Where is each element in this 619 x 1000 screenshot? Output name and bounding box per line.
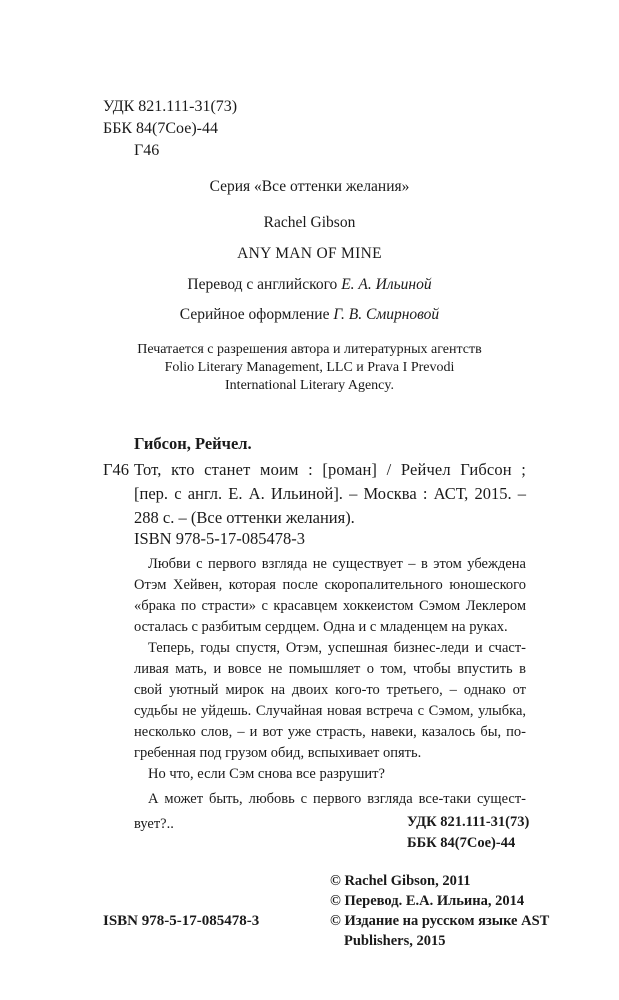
annotation-line: свой уютный мирок на двоих кого-то третьего, – однако от — [134, 682, 526, 698]
annotation-line: гребенная под грузом обид, вспыхивает опять. — [134, 745, 422, 761]
permission-line: International Literary Agency. — [225, 378, 394, 393]
author-heading: Гибсон, Рейчел. — [134, 434, 252, 453]
annotation-paragraph — [134, 554, 526, 575]
footer-bbk: ББК 84(7Сое)-44 — [407, 835, 516, 851]
footer-udk: УДК 821.111-31(73) — [407, 814, 530, 830]
annotation-paragraph — [134, 764, 526, 785]
translation-line — [0, 276, 619, 294]
annotation-line: вует?.. — [134, 816, 174, 832]
annotation-line: несколько слов, – и вот уже страсть, навеки, казалось бы, по- — [134, 724, 526, 740]
biblio-line: 288 с. – (Все оттенки желания). — [134, 508, 355, 527]
copyright-line: © Rachel Gibson, 2011 — [330, 873, 471, 889]
annotation-line: А может быть, любовь с первого взгляда все-таки сущест- — [148, 791, 526, 807]
translator-name: Е. А. Ильиной — [341, 276, 432, 293]
annotation-paragraph — [134, 659, 526, 764]
annotation-line: Отэм Хейвен, которая после скоропалительного юношеского — [134, 577, 526, 593]
annotation — [134, 554, 526, 835]
biblio-description — [134, 458, 526, 530]
author-mark: Г46 — [134, 142, 160, 159]
design-line — [0, 306, 619, 324]
annotation-line: Любви с первого взгляда не существует – в этом убеждена — [148, 556, 526, 572]
annotation-paragraph — [134, 789, 526, 810]
annotation-line: судьбы не уйдешь. Случайная новая встреча с Сэмом, улыбка, — [134, 703, 526, 719]
copyright-line: © Перевод. Е.А. Ильина, 2014 — [330, 893, 525, 909]
udk-code: УДК 821.111-31(73) — [103, 98, 238, 115]
copyright-line: © Издание на русском языке AST — [330, 913, 550, 929]
biblio-line: [пер. с англ. Е. А. Ильиной]. – Москва : АСТ, 2015. – — [134, 484, 526, 503]
translation-prefix: Перевод с английского — [187, 276, 342, 293]
footer-isbn: ISBN 978-5-17-085478-3 — [103, 913, 260, 929]
author-english: Rachel Gibson — [263, 214, 356, 231]
design-prefix: Серийное оформление — [179, 306, 334, 323]
series-line: Серия «Все оттенки желания» — [209, 178, 410, 195]
annotation-line: ливая мать, и вовсе не помышляет о том, чтобы впустить в — [134, 661, 526, 677]
annotation-paragraph — [134, 638, 526, 659]
annotation-line: Теперь, годы спустя, Отэм, успешная бизнес-леди и счаст- — [148, 640, 526, 656]
annotation-line: Но что, если Сэм снова все разрушит? — [148, 766, 385, 782]
annotation-line: «брака по страсти» с красавцем хоккеистом Сэмом Леклером — [134, 598, 526, 614]
permission-line: Folio Literary Management, LLC и Prava I Prevodi — [164, 360, 455, 375]
permission-line: Печатается с разрешения автора и литературных агентств — [137, 342, 482, 357]
annotation-paragraph — [134, 575, 526, 638]
designer-name: Г. В. Смирновой — [333, 306, 440, 323]
annotation-line: осталась с разбитым сердцем. Одна и с младенцем на руках. — [134, 619, 508, 635]
biblio-author-mark: Г46 — [103, 460, 130, 479]
bbk-code: ББК 84(7Сое)-44 — [103, 120, 218, 137]
biblio-line: Тот, кто станет моим : [роман] / Рейчел Гибсон ; — [134, 460, 526, 479]
copyright-line: Publishers, 2015 — [344, 933, 446, 949]
biblio-isbn: ISBN 978-5-17-085478-3 — [134, 529, 305, 548]
title-english: ANY MAN OF MINE — [237, 245, 382, 262]
